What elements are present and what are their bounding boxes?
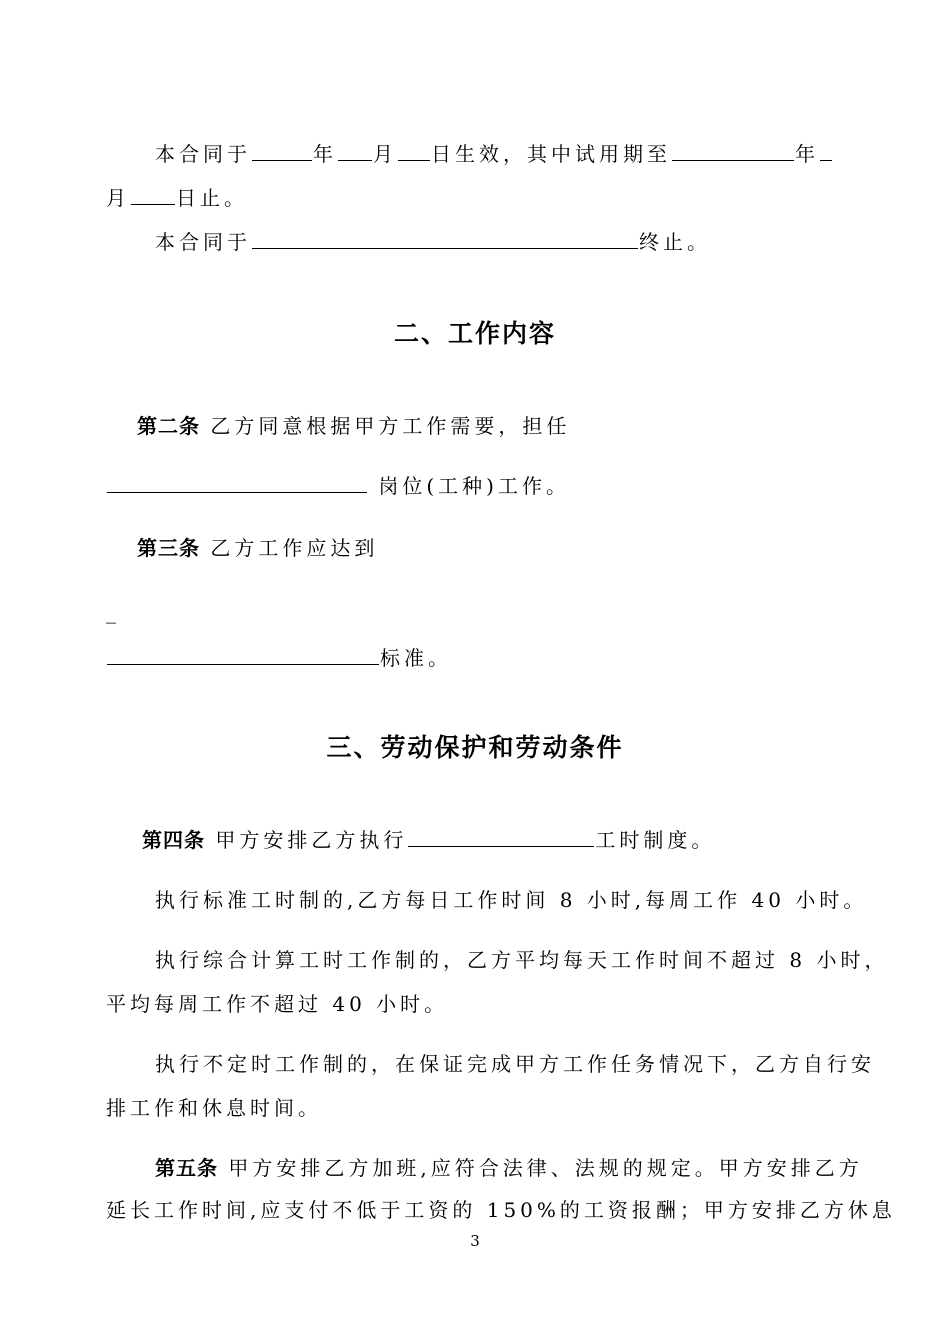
standard-blank[interactable] bbox=[107, 644, 379, 665]
article-2-tail: 岗位(工种)工作。 bbox=[378, 474, 570, 498]
article-4-text: 甲方安排乙方执行 bbox=[215, 828, 408, 852]
position-blank[interactable] bbox=[107, 472, 367, 493]
page-number: 3 bbox=[470, 1232, 480, 1250]
termination-suffix: 终止。 bbox=[639, 230, 711, 254]
effective-prefix: 本合同于 bbox=[155, 142, 251, 166]
year-label: 年 bbox=[313, 142, 337, 166]
article-3-text: 乙方工作应达到 bbox=[210, 536, 379, 560]
article-2-cont bbox=[106, 472, 570, 500]
day-effective-label: 日生效，其中试用期至 bbox=[431, 142, 671, 166]
termination-blank[interactable] bbox=[252, 228, 638, 249]
article-3-label: 第三条 bbox=[137, 536, 200, 560]
article-2-label: 第二条 bbox=[137, 414, 200, 438]
article-2 bbox=[137, 412, 570, 440]
article-4-tail: 工时制度。 bbox=[595, 828, 716, 852]
probation-year-label: 年 bbox=[795, 142, 819, 166]
article-3-cont bbox=[106, 644, 452, 672]
article-2-text: 乙方同意根据甲方工作需要，担任 bbox=[210, 414, 571, 438]
termination-line bbox=[155, 228, 711, 256]
probation-month-blank-start[interactable] bbox=[820, 140, 832, 161]
day-blank[interactable] bbox=[398, 140, 430, 161]
probation-month-label: 月 bbox=[106, 186, 130, 210]
termination-prefix: 本合同于 bbox=[155, 230, 251, 254]
article-5-text-1: 甲方安排乙方加班,应符合法律、法规的规定。甲方安排乙方 bbox=[228, 1156, 863, 1180]
probation-day-end: 日止。 bbox=[176, 186, 248, 210]
probation-day-blank[interactable] bbox=[131, 184, 175, 205]
month-blank[interactable] bbox=[338, 140, 372, 161]
effective-date-line-cont bbox=[106, 184, 248, 212]
probation-year-blank[interactable] bbox=[672, 140, 794, 161]
para-standard-hours: 执行标准工时制的,乙方每日工作时间 8 小时,每周工作 40 小时。 bbox=[155, 888, 868, 912]
article-3-tail: 标准。 bbox=[380, 646, 452, 670]
para-comprehensive-2: 平均每周工作不超过 40 小时。 bbox=[106, 992, 449, 1016]
para-flexible-2: 排工作和休息时间。 bbox=[106, 1096, 322, 1120]
para-flexible-1: 执行不定时工作制的，在保证完成甲方工作任务情况下，乙方自行安 bbox=[155, 1052, 875, 1076]
article-4 bbox=[142, 826, 715, 854]
section-3-title: 三、劳动保护和劳动条件 bbox=[326, 733, 624, 762]
article-3 bbox=[137, 534, 378, 562]
article-4-label: 第四条 bbox=[142, 828, 205, 852]
para-comprehensive-1: 执行综合计算工时工作制的，乙方平均每天工作时间不超过 8 小时， bbox=[155, 948, 889, 972]
month-label: 月 bbox=[373, 142, 397, 166]
article-5-label: 第五条 bbox=[155, 1156, 218, 1180]
article-5 bbox=[155, 1154, 863, 1182]
effective-date-line bbox=[155, 140, 833, 168]
section-2-title: 二、工作内容 bbox=[393, 319, 556, 348]
article-5-cont: 延长工作时间,应支付不低于工资的 150%的工资报酬；甲方安排乙方休息 bbox=[106, 1198, 896, 1222]
work-hours-blank[interactable] bbox=[408, 826, 594, 847]
article-3-stray: _ bbox=[106, 600, 120, 624]
year-blank[interactable] bbox=[252, 140, 312, 161]
